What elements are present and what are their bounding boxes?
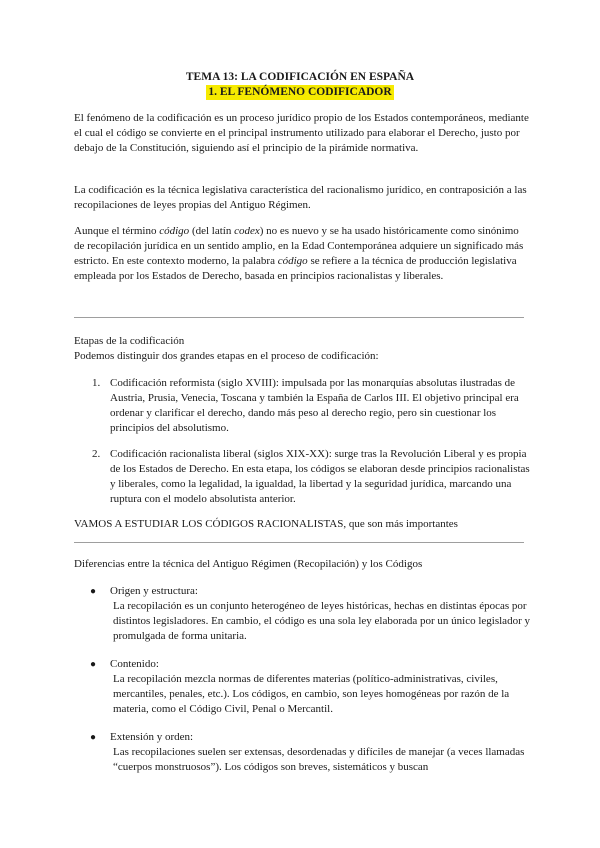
italic-term: codex xyxy=(234,225,260,237)
difference-text: La recopilación mezcla normas de diferentes materias (político-administrativas, civiles, mercantiles, penales, etc.). Los códigos, en cambio, son leyes homogéneas por razón de la materia, como el Código Civil, Penal o Mercantil. xyxy=(113,673,510,715)
difference-title: Origen y estructura: xyxy=(110,585,198,597)
bullet-icon: ● xyxy=(90,659,97,670)
difference-text: La recopilación es un conjunto heterogéneo de leyes históricas, hechas en distintas épocas por distintos legisladores. En cambio, el código es una sola ley elaborada por un único legislador y promulgada de forma unitaria. xyxy=(113,600,530,642)
list-number: 1. xyxy=(92,377,101,389)
page-title: TEMA 13: LA CODIFICACIÓN EN ESPAÑA xyxy=(185,71,415,83)
stage-item-liberal: Codificación racionalista liberal (siglos XIX-XX): surge tras la Revolución Liberal y es propia de los Estados de Derecho. En esta etapa, los códigos se elaboran desde principios racionalistas y liberales, como la legalidad, la igualdad, la libertad y la seguridad jurídica, marcando una ruptura con el modelo absolutista anterior. xyxy=(110,448,530,505)
intro-paragraph-3: Aunque el término código (del latín codex) no es nuevo y se ha usado históricamente como sinónimo de recopilación jurídica en un sentido amplio, en la Edad Contemporánea adquiere un significado más estricto. En este contexto moderno, la palabra código se refiere a la técnica de producción legislativa empleada por los Estados de Derecho, basada en principios racionalistas y liberales. xyxy=(74,225,524,282)
difference-item-extension xyxy=(110,730,530,775)
difference-item-origen xyxy=(110,584,530,644)
bullet-icon: ● xyxy=(90,586,97,597)
intro-paragraph-1: El fenómeno de la codificación es un proceso jurídico propio de los Estados contemporáneos, mediante el cual el código se convierte en el principal instrumento utilizado para elaborar el Derecho, justo por debajo de la Constitución, siguiendo así el principio de la pirámide normativa. xyxy=(74,112,529,154)
emphasis-note: VAMOS A ESTUDIAR LOS CÓDIGOS RACIONALISTAS, que son más importantes xyxy=(74,518,458,530)
intro-paragraph-2: La codificación es la técnica legislativa característica del racionalismo jurídico, en contraposición a las recopilaciones de leyes propias del Antiguo Régimen. xyxy=(74,184,527,211)
difference-item-contenido xyxy=(110,657,530,717)
stages-heading: Etapas de la codificación xyxy=(74,335,185,347)
italic-term: código xyxy=(277,255,308,267)
difference-title: Extensión y orden: xyxy=(110,731,194,743)
section-heading-highlighted: 1. EL FENÓMENO CODIFICADOR xyxy=(208,86,392,98)
stage-item-reformista: Codificación reformista (siglo XVIII): impulsada por las monarquías absolutas ilustradas de Austria, Prusia, Venecia, Toscana y también la España de Carlos III. El objetivo principal era ordenar y clarificar el derecho, dando más peso al derecho regio, pero sin cuestionar los principios del absolutismo. xyxy=(110,377,519,434)
divider-line xyxy=(74,542,524,543)
difference-title: Contenido: xyxy=(110,658,159,670)
difference-text: Las recopilaciones suelen ser extensas, desordenadas y difíciles de manejar (a veces llamadas “cuerpos monstruosos”). Los códigos son breves, sistemáticos y buscan xyxy=(113,746,525,773)
stages-lead: Podemos distinguir dos grandes etapas en el proceso de codificación: xyxy=(74,350,379,362)
bullet-icon: ● xyxy=(90,732,97,743)
differences-heading: Diferencias entre la técnica del Antiguo Régimen (Recopilación) y los Códigos xyxy=(74,558,423,570)
italic-term: código xyxy=(159,225,190,237)
divider-line xyxy=(74,317,524,318)
list-number: 2. xyxy=(92,448,101,460)
title-block xyxy=(0,70,600,100)
